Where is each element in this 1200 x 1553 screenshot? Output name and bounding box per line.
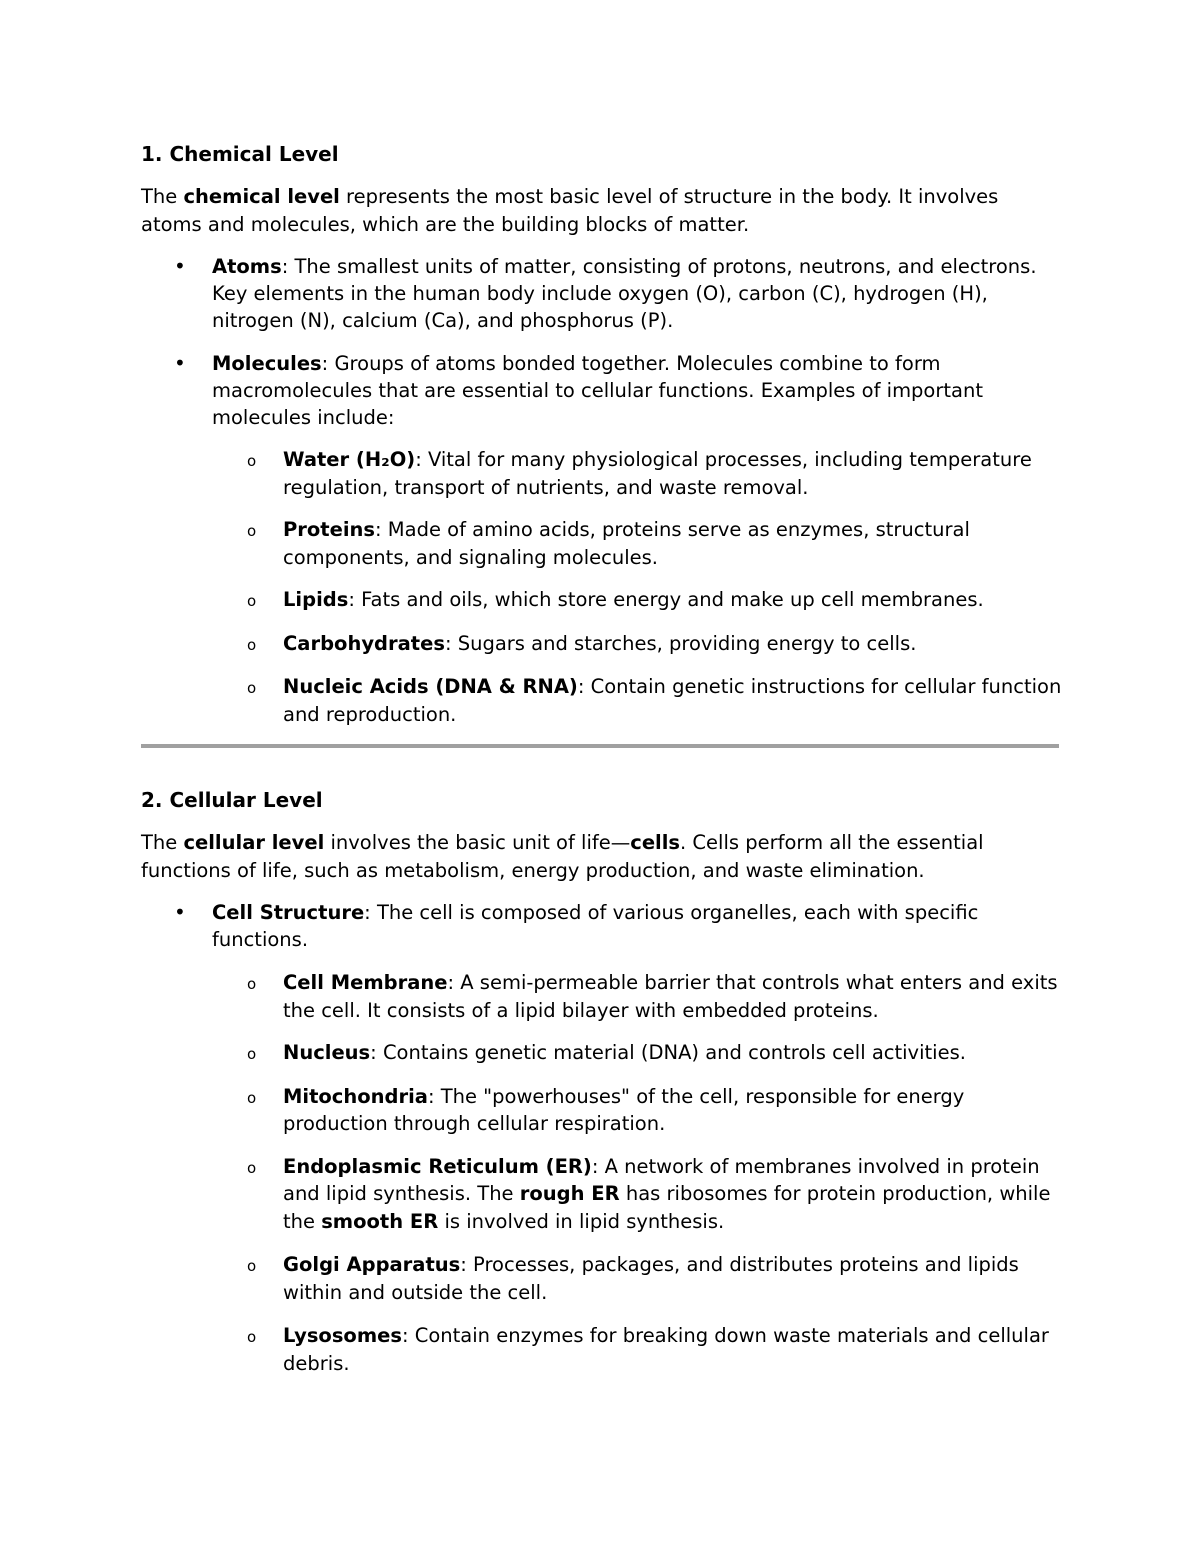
section-2-heading: 2. Cellular Level (141, 788, 323, 812)
bullet-disc: • (174, 351, 186, 375)
section-1-intro: The chemical level represents the most basic level of structure in the body. It involves atoms and molecules, which are the building blocks of matter. (141, 185, 999, 236)
bullet-circle: o (247, 635, 257, 654)
bullet-circle: o (247, 679, 257, 697)
molecules-sublist (141, 446, 1062, 728)
sublist-item-endoplasmic-reticulum: o Endoplasmic Reticulum (ER): A network of membranes involved in protein and lipid synthesis. The rough ER has ribosomes for protein production, while the smooth ER is involved in lipid synthesis. (247, 1154, 1051, 1233)
bullet-circle: o (247, 592, 257, 610)
sublist-item-carbohydrates: o Carbohydrates: Sugars and starches, providing energy to cells. (212, 630, 1063, 658)
bullet-circle: o (247, 522, 257, 540)
list-item-cell-structure: • Cell Structure: The cell is composed of various organelles, each with specific functions. o Cell Membrane: A semi-permeable barrier that controls what enters and exits the cell. It consists of a lipid bilayer with embedded proteins. o Nucleus: Contains genetic material (DNA) and controls cell activities. o Mitochondria: The "powerhouses" of the cell, responsible for energy production through cellular respiration. o Endoplasmic Reticulum (ER): A network of membranes involved in protein and lipid synthesis. The rough ER has ribosomes for protein production, while the smooth ER is involved in lipid synthesis. o Golgi Apparatus: Processes, packages, and distributes proteins and lipids within and outside the cell. o Lysosomes: Contain enzymes for breaking down waste materials and cellular debris. (141, 899, 1002, 1377)
sublist-item-water: o Water (H₂O): Vital for many physiological processes, including temperature regulation, transport of nutrients, and waste removal. (247, 448, 1032, 499)
bullet-circle: o (247, 1088, 257, 1107)
bullet-circle: o (247, 1328, 257, 1346)
bullet-disc: • (174, 900, 186, 924)
bullet-circle: o (247, 1257, 257, 1275)
bullet-circle: o (247, 452, 257, 470)
bullet-circle: o (247, 1158, 257, 1177)
sublist-item-lysosomes: o Lysosomes: Contain enzymes for breaking down waste materials and cellular debris. (247, 1324, 1049, 1375)
section-2-list (141, 899, 1060, 1377)
sublist-item-golgi-apparatus: o Golgi Apparatus: Processes, packages, and distributes proteins and lipids within and outside the cell. (247, 1253, 1019, 1304)
sublist-item-proteins: o Proteins: Made of amino acids, proteins serve as enzymes, structural components, and signaling molecules. (247, 518, 970, 569)
section-1-list (141, 253, 1060, 728)
horizontal-rule (141, 744, 1059, 748)
cell-structure-sublist (141, 969, 1058, 1377)
sublist-item-nucleus: o Nucleus: Contains genetic material (DNA) and controls cell activities. (212, 1039, 1063, 1067)
bullet-circle: o (247, 975, 257, 993)
bullet-circle: o (247, 1045, 257, 1063)
sublist-item-cell-membrane: o Cell Membrane: A semi-permeable barrier that controls what enters and exits the cell. It consists of a lipid bilayer with embedded proteins. (247, 971, 1058, 1022)
bullet-disc: • (174, 254, 186, 278)
section-1-heading: 1. Chemical Level (141, 142, 339, 166)
sublist-item-mitochondria: o Mitochondria: The "powerhouses" of the cell, responsible for energy production through cellular respiration. (247, 1084, 965, 1135)
section-2-intro: The cellular level involves the basic unit of life—cells. Cells perform all the essential functions of life, such as metabolism, energy production, and waste elimination. (141, 831, 984, 882)
list-item-atoms: • Atoms: The smallest units of matter, consisting of protons, neutrons, and electrons. Key elements in the human body include oxygen (O), carbon (C), hydrogen (H), nitrogen (N), calcium (Ca), and phosphorus (P). (174, 254, 1037, 332)
sublist-item-nucleic-acids: o Nucleic Acids (DNA & RNA): Contain genetic instructions for cellular function and reproduction. (247, 675, 1062, 726)
sublist-item-lipids: o Lipids: Fats and oils, which store energy and make up cell membranes. (212, 586, 1073, 614)
list-item-molecules: • Molecules: Groups of atoms bonded together. Molecules combine to form macromolecules that are essential to cellular functions. Examples of important molecules include: o Water (H₂O): Vital for many physiological processes, including temperature regulation, transport of nutrients, and waste removal. o Proteins: Made of amino acids, proteins serve as enzymes, structural components, and signaling molecules. o Lipids: Fats and oils, which store energy and make up cell membranes. o Carbohydrates: Sugars and starches, providing energy to cells. o Nucleic Acids (DNA & RNA): Contain genetic instructions for cellular function and reproduction. (141, 350, 1032, 728)
